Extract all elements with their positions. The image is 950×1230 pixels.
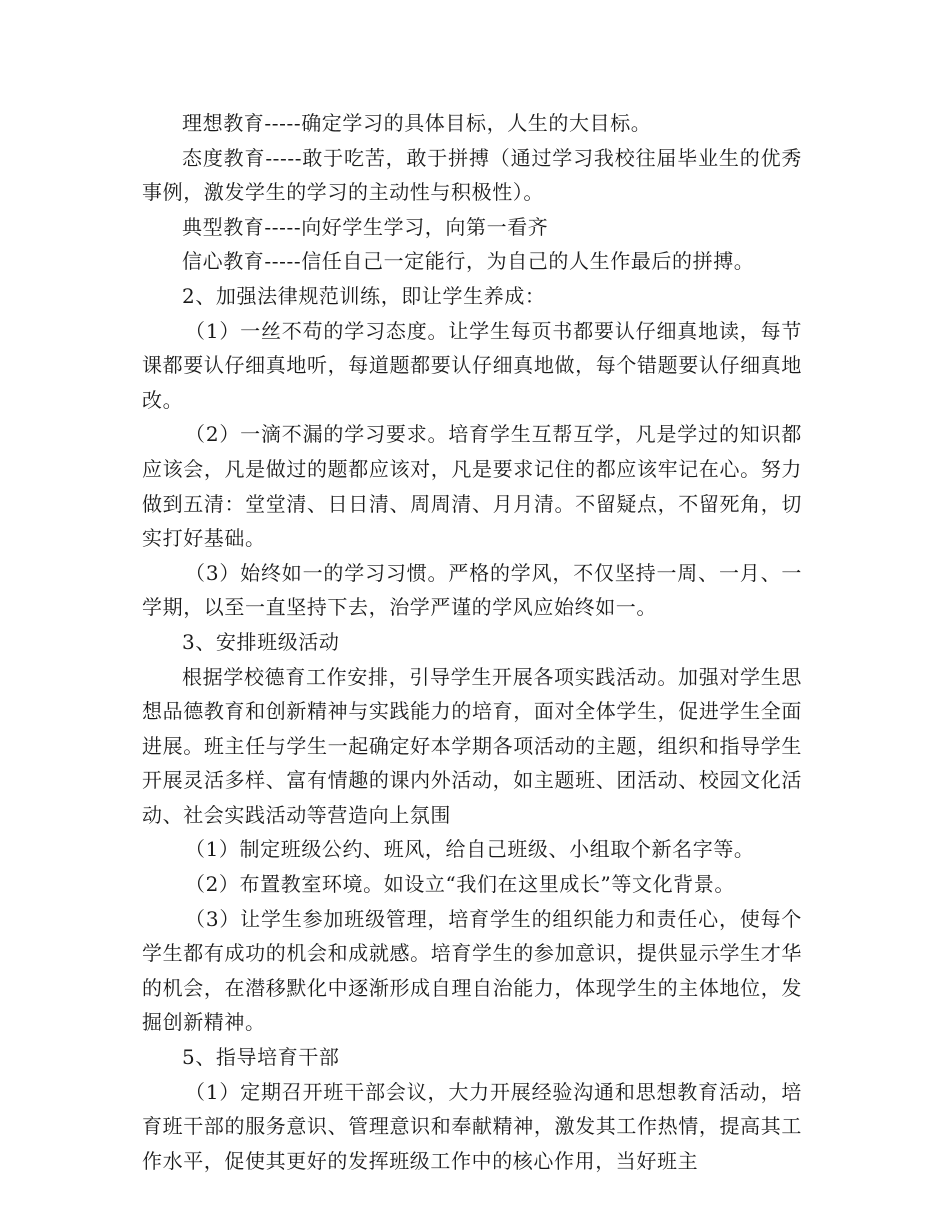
paragraph-class-convention: （1）制定班级公约、班风，给自己班级、小组取个新名字等。 — [185, 837, 755, 862]
paragraph-class-activities: 根据学校德育工作安排，引导学生开展各项实践活动。加强对学生思想品德教育和创新精神与实践能力的培育，面对全体学生，促进学生全面进展。班主任与学生一起确定好本学期各项活动的主题，组织和指导学生开展灵活多样、富有情趣的课内外活动，如主题班、团活动、校园文化活动、社会实践活动等营造向上氛围 — [142, 664, 802, 827]
paragraph-study-habits: （3）始终如一的学习习惯。严格的学风，不仅坚持一周、一月、一学期，以至一直坚持下去，治学严谨的学风应始终如一。 — [142, 560, 802, 620]
section-heading-norms-training: 2、加强法律规范训练，即让学生养成： — [182, 283, 546, 308]
paragraph-class-management: （3）让学生参加班级管理，培育学生的组织能力和责任心，使每个学生都有成功的机会和成就感。培育学生的参加意识，提供显示学生才华的机会，在潜移默化中逐渐形成自理自治能力，体现学生的主体地位，发掘创新精神。 — [142, 906, 802, 1035]
paragraph-cadre-meetings: （1）定期召开班干部会议，大力开展经验沟通和思想教育活动，培育班干部的服务意识、管理意识和奉献精神，激发其工作热情，提高其工作水平，促使其更好的发挥班级工作中的核心作用，当好班主 — [142, 1079, 802, 1173]
paragraph-study-requirements: （2）一滴不漏的学习要求。培育学生互帮互学，凡是学过的知识都应该会，凡是做过的题都应该对，凡是要求记住的都应该牢记在心。努力做到五清：堂堂清、日日清、周周清、月月清。不留疑点，不留死角，切实打好基础。 — [142, 422, 802, 551]
paragraph-ideal-education: 理想教育-----确定学习的具体目标，人生的大目标。 — [182, 111, 652, 135]
paragraph-confidence-education: 信心教育-----信任自己一定能行，为自己的人生作最后的拼搏。 — [182, 249, 755, 274]
document-body — [142, 106, 802, 1178]
paragraph-study-attitude: （1）一丝不苟的学习态度。让学生每页书都要认仔细真地读，每节课都要认仔细真地听，每道题都要认仔细真地做，每个错题要认仔细真地改。 — [142, 318, 802, 412]
paragraph-attitude-education: 态度教育-----敢于吃苦，敢于拼搏（通过学习我校往届毕业生的优秀事例，激发学生的学习的主动性与积极性）。 — [142, 145, 802, 205]
section-heading-cadre-training: 5、指导培育干部 — [182, 1045, 340, 1070]
paragraph-model-education: 典型教育-----向好学生学习，向第一看齐 — [182, 214, 549, 239]
section-heading-class-activities: 3、安排班级活动 — [182, 629, 340, 654]
paragraph-classroom-environment: （2）布置教室环境。如设立“我们在这里成长”等文化背景。 — [185, 872, 735, 897]
